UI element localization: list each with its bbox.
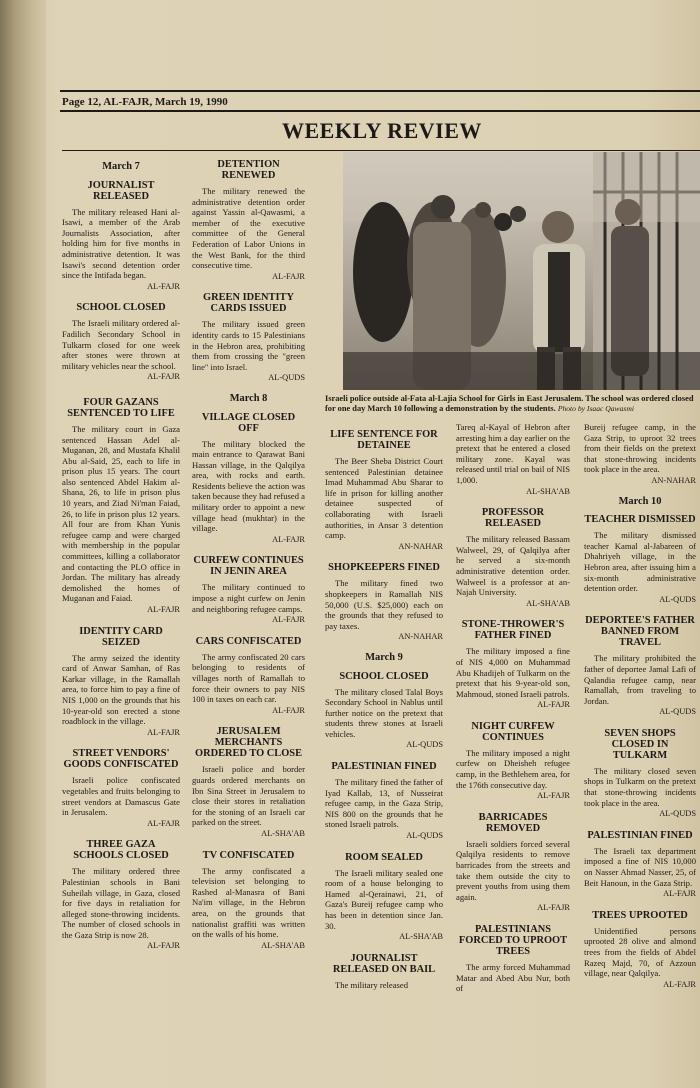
story-headline: PALESTINIANS FORCED TO UPROOT TREES: [458, 924, 568, 957]
story-credit: AL-FAJR: [147, 818, 180, 828]
story-body: The military continued to impose a night curfew on Jenin and neighboring refugee camps.: [192, 582, 305, 614]
story-headline: FOUR GAZANS SENTENCED TO LIFE: [67, 396, 175, 419]
page-binding-shadow: [0, 0, 46, 1088]
story-body: The army confiscated a television set belonging to Rashed al-Manasra of Bani Na'im village, in the Hebron area, on the grounds that nationalist graffiti was written on the walls of his home.: [192, 865, 305, 940]
story-headline: VILLAGE CLOSED OFF: [201, 411, 296, 434]
story-credit: AL-FAJR: [663, 979, 696, 989]
section-title: WEEKLY REVIEW: [282, 118, 482, 143]
story-body: The Israeli military ordered al-Fadilich Secondary School in Tulkarm closed for one week after stones were thrown at military vehicles near the school.: [62, 318, 180, 371]
story-body: The military released Hani al-Isawi, a member of the Arab Journalists Association, after holding him for five months in administrative detention. It was Isawi's second detention order since the Intifada began.: [62, 206, 180, 281]
story-credit: AL-FAJR: [537, 700, 570, 710]
story-credit: AL-FAJR: [272, 534, 305, 544]
story-credit: AL-QUDS: [659, 809, 696, 819]
story-body: The military closed Talal Boys Secondary School in Nablus until further notice on the pretext that students threw stones at Israeli vehicles.: [325, 686, 443, 739]
story-credit: AL-FAJR: [537, 791, 570, 801]
story-body: Bureij refugee camp, in the Gaza Strip, to uproot 32 trees from their fields on the pretext that stone-throwing incidents took place in the area.: [584, 422, 696, 475]
story-body: The military prohibited the father of deportee Jamal Lafi of Qalandia refugee camp, near Ramallah, from traveling to Jordan.: [584, 653, 696, 706]
story-body: The military fined the father of Iyad Kallab, 13, of Nusseirat refugee camp, in the Gaza Strip, NIS 800 on the grounds that he stoned Israeli patrols.: [325, 777, 443, 830]
photo-caption: [325, 394, 700, 414]
date-heading: March 9: [365, 651, 403, 663]
story-credit: AL-QUDS: [659, 707, 696, 717]
story-body: The military imposed a night curfew on Dheisheh refugee camp, in the Bethlehem area, for the 176th consecutive day.: [456, 747, 570, 790]
story-body: The military released: [335, 979, 409, 990]
story-headline: DEPORTEE'S FATHER BANNED FROM TRAVEL: [585, 615, 695, 649]
story-headline: ROOM SEALED: [345, 851, 423, 863]
story-headline: SCHOOL CLOSED: [339, 670, 429, 682]
story-credit: AL-FAJR: [272, 271, 305, 281]
story-headline: STONE-THROWER'S FATHER FINED: [461, 619, 565, 642]
story-headline: DETENTION RENEWED: [217, 159, 280, 181]
story-credit: AL-QUDS: [268, 373, 305, 383]
story-headline: JOURNALIST RELEASED ON BAIL: [332, 952, 436, 975]
story-headline: BARRICADES REMOVED: [478, 811, 548, 834]
column-5: [584, 422, 696, 1000]
photo-credit: Photo by Isaac Qawasmi: [557, 404, 634, 413]
story-headline: SEVEN SHOPS CLOSED IN TULKARM: [604, 727, 676, 761]
police-scene-illustration: [343, 152, 700, 390]
story-headline: THREE GAZA SCHOOLS CLOSED: [73, 839, 169, 862]
story-credit: AL-FAJR: [147, 727, 180, 737]
story-body: The army forced Muhammad Matar and Abed Abu Nur, both of: [456, 962, 570, 994]
story-headline: LIFE SENTENCE FOR DETAINEE: [330, 429, 438, 451]
story-headline: JERUSALEM MERCHANTS ORDERED TO CLOSE: [194, 726, 303, 760]
story-credit: AN-NAHAR: [398, 632, 443, 642]
story-body: Unidentified persons uprooted 28 olive and almond trees from the fields of Abdel Razeq Majd, 70, of Azzoun village, near Qalqilya.: [584, 925, 696, 979]
story-headline: PALESTINIAN FINED: [587, 829, 693, 841]
story-headline: TV CONFISCATED: [202, 849, 295, 861]
story-credit: AN-NAHAR: [651, 475, 696, 485]
story-headline: SCHOOL CLOSED: [76, 302, 166, 314]
column-1: [62, 152, 180, 962]
news-photo: [343, 152, 700, 390]
story-credit: AL-QUDS: [659, 594, 696, 604]
story-body: The military closed seven shops in Tulkarm on the pretext that stone-throwing incidents took place in the area.: [584, 765, 696, 808]
top-rule: [60, 90, 700, 92]
header-rule: [60, 110, 700, 112]
story-headline: CARS CONFISCATED: [195, 635, 302, 647]
story-body: The military ordered three Palestinian schools in Bani Suheilah village, in Gaza, closed for five days in retaliation for alleged stone-throwing incidents. The number of closed schools in the Gaza Strip is now 28.: [62, 866, 180, 940]
running-head: Page 12, AL-FAJR, March 19, 1990: [62, 96, 228, 108]
story-body: The Beer Sheba District Court sentenced Palestinian detainee Imad Muhammad Abu Sharar to life in prison for killing another detainee suspected of collaborating with Israeli authorities, in Ansar 3 detention camp.: [325, 456, 443, 541]
story-body: The army confiscated 20 cars belonging to residents of villages north of Ramallah to force their owners to pay NIS 100 in taxes on each car.: [192, 651, 305, 705]
story-credit: AL-FAJR: [147, 605, 180, 614]
story-body: The military renewed the administrative detention order against Yassin al-Qawasmi, a member of the executive committee of the General Federation of Labor Unions in the West Bank, for the third consecutive time.: [192, 186, 305, 271]
story-headline: NIGHT CURFEW CONTINUES: [471, 720, 555, 743]
story-credit: AL-FAJR: [147, 941, 180, 951]
story-credit: AL-QUDS: [406, 740, 443, 750]
story-headline: CURFEW CONTINUES IN JENIN AREA: [193, 555, 304, 578]
title-rule: [62, 150, 700, 151]
column-3: [325, 422, 443, 990]
story-credit: AL-FAJR: [272, 615, 305, 625]
story-body: The military released Bassam Walweel, 29, of Qalqilya after he served a six-month administrative detention order. Walweel is a professor at an-Najah University.: [456, 534, 570, 598]
story-body: Israeli soldiers forced several Qalqilya residents to remove barricades from the streets and take them outside the city to prevent youths from using them again.: [456, 838, 570, 902]
story-body: The army seized the identity card of Anwar Samhan, of Ras Karkar village, in the Ramallah area, to force him to pay a fine of NIS 1,000 on the grounds that his 10-year-old son erected a stone roadblock in the village.: [62, 652, 180, 727]
story-credit: AL-SHA'AB: [526, 598, 570, 608]
story-credit: AL-SHA'AB: [261, 940, 305, 950]
story-headline: PROFESSOR RELEASED: [481, 507, 545, 530]
story-body: The Israeli tax department imposed a fine of NIS 10,000 on Nasser Ahmad Nasser, 25, of Beit Hanoun, in the Gaza Strip.: [584, 845, 696, 888]
story-body: The military fined two shopkeepers in Ramallah NIS 50,000 (U.S. $25,000) each on the grounds that they refused to pay taxes.: [325, 578, 443, 631]
story-credit: AL-FAJR: [147, 372, 180, 382]
story-credit: AL-FAJR: [147, 281, 180, 291]
story-body: The military court in Gaza sentenced Hassan Adel al-Muganan, 28, and Mustafa Khalil Abu al-Said, 25, each to life in prison plus 15 years. The court also sentenced Abdel Hakim al-Shana, 26, to life in prison plus 10 years, and Ziad Ni'man Faiad, 26, to life in prison plus 12 years. All four are from Khan Yunis refugee camp and were charged with membership in the popular committees, killing a collaborator and contacting the PLO office in Jordan. The military has already demolished the homes of Muganan and Faiad.: [62, 423, 180, 604]
story-credit: AL-SHA'AB: [261, 828, 305, 838]
story-headline: TREES UPROOTED: [592, 909, 688, 921]
story-body: The military blocked the main entrance to Qarawat Bani Hassan village, in the Qalqilya area, with rocks and earth. Residents believe the action was taken because they had refused a military order to appoint a new village head (mukhtar) in the village.: [192, 438, 305, 534]
column-2: [192, 152, 305, 961]
story-body: Israeli police confiscated vegetables and fruits belonging to street vendors at Damascus Gate in Jerusalem.: [62, 775, 180, 818]
story-body: The military dismissed teacher Kamal al-Jabareen of Dhahriyeh village, in the Hebron area, after issuing him a six-month administrative detention order.: [584, 530, 696, 594]
story-credit: AL-QUDS: [406, 831, 443, 841]
story-headline: IDENTITY CARD SEIZED: [79, 625, 163, 648]
story-body: The Israeli military sealed one room of a house belonging to Hamed al-Qerainawi, 21, of Gaza's Bureij refugee camp who has been in detention since Jan. 30.: [325, 867, 443, 931]
story-credit: AL-SHA'AB: [526, 486, 570, 496]
story-body: Tareq al-Kayal of Hebron after arresting him a day earlier on the pretext that he entered a closed military zone. Kayal was released until trial on bail of NIS 1,000.: [456, 422, 570, 485]
story-credit: AL-FAJR: [663, 889, 696, 899]
date-heading: March 7: [102, 161, 140, 172]
story-body: The military issued green identity cards to 15 Palestinians in the Hebron area, prohibiting them from crossing the "green line" into Israel.: [192, 319, 305, 372]
caption-text: Israeli police outside al-Fata al-Lajia School for Girls in East Jerusalem. The school was ordered closed for one day March 10 following a demonstration by the students.: [325, 394, 694, 413]
story-credit: AL-SHA'AB: [399, 932, 443, 942]
story-headline: JOURNALIST RELEASED: [87, 179, 155, 202]
date-heading: March 10: [618, 495, 662, 507]
story-headline: GREEN IDENTITY CARDS ISSUED: [203, 292, 294, 315]
story-headline: TEACHER DISMISSED: [584, 514, 696, 526]
story-headline: STREET VENDORS' GOODS CONFISCATED: [63, 748, 179, 771]
story-headline: SHOPKEEPERS FINED: [328, 562, 440, 574]
story-headline: PALESTINIAN FINED: [331, 761, 437, 773]
story-credit: AL-FAJR: [537, 903, 570, 913]
story-credit: AN-NAHAR: [398, 541, 443, 551]
story-body: The military imposed a fine of NIS 4,000 on Muhammad Abu Khadijeh of Tulkarm on the pretext that his 9-year-old son, Mahmoud, stoned Israeli patrols.: [456, 646, 570, 699]
story-body: Israeli police and border guards ordered merchants on Ibn Sina Street in Jerusalem to close their stores in retaliation for the stoning of an Israeli car parked on the street.: [192, 764, 305, 828]
date-heading: March 8: [229, 392, 268, 404]
column-4: [456, 422, 570, 994]
story-credit: AL-FAJR: [272, 705, 305, 715]
